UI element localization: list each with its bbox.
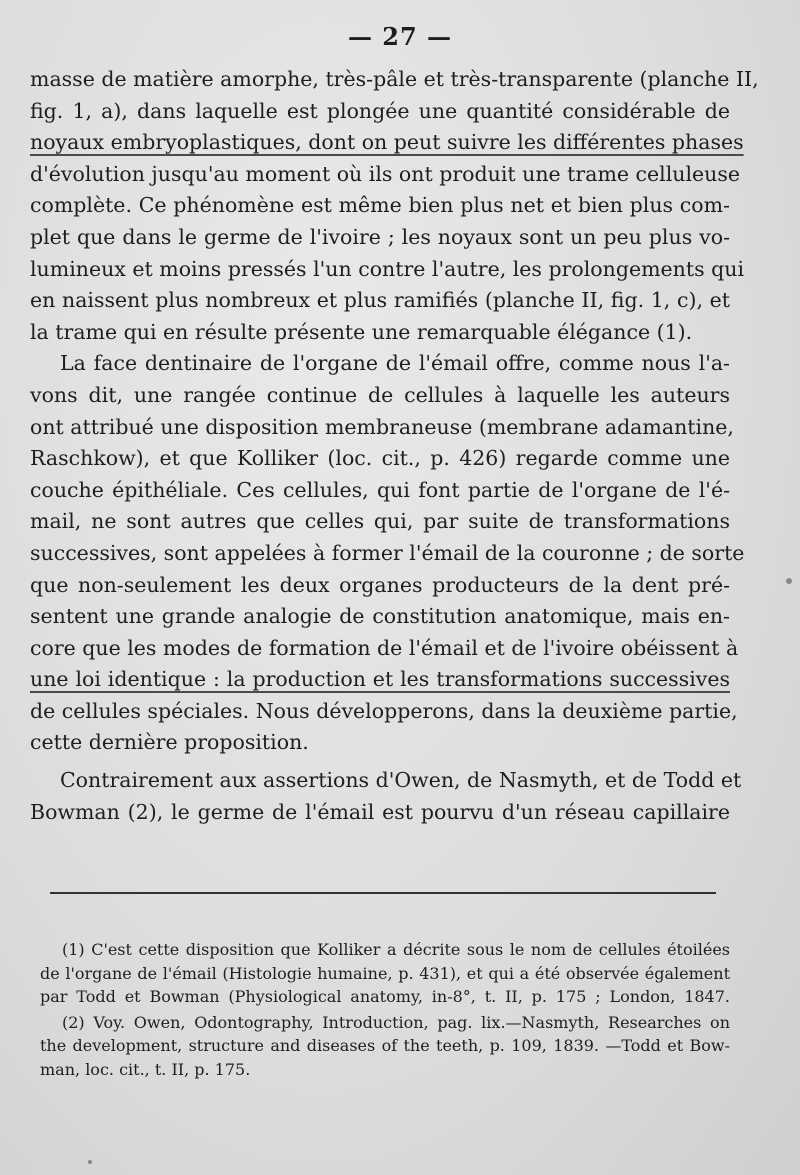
footnote-line: man, loc. cit., t. II, p. 175. [40,1059,251,1079]
text-line-underlined: noyaux embryoplastiques, dont on peut suivre les différentes phases [30,130,744,155]
text-line: Raschkow), et que Kolliker (loc. cit., p. 426) regarde comme une [30,446,730,471]
text-line: sentent une grande analogie de constitution anatomique, mais en- [30,604,730,629]
paragraph-3 [30,765,742,828]
text-line: couche épithéliale. Ces cellules, qui font partie de l'organe de l'é- [30,477,730,502]
text-line: mail, ne sont autres que celles qui, par suite de transformations [30,509,730,534]
text-line: La face dentinaire de l'organe de l'émail offre, comme nous l'a- [60,351,730,376]
text-line: Bowman (2), le germe de l'émail est pourvu d'un réseau capillaire [30,799,730,824]
page-number: — 27 — [347,22,453,51]
footnote-line: (2) Voy. Owen, Odontography, Introduction, pag. lix.—Nasmyth, Researches on [62,1012,730,1032]
ink-spot [786,578,792,584]
footnote-2 [40,1011,730,1082]
footnotes [40,938,730,1081]
footnote-line: de l'organe de l'émail (Histologie humaine, p. 431), et qui a été observée également [40,963,730,983]
footnote-line: par Todd et Bowman (Physiological anatomy, in-8°, t. II, p. 175 ; London, 1847. [40,987,730,1006]
text-line: de cellules spéciales. Nous développerons, dans la deuxième partie, [30,698,738,723]
ink-spot [88,1160,92,1164]
text-line: fig. 1, a), dans laquelle est plongée une quantité considérable de [30,98,730,123]
text-line-underlined: une loi identique : la production et les transformations successives [30,667,730,692]
text-line: masse de matière amorphe, très-pâle et très-transparente (planche II, [30,67,759,91]
text-line: vons dit, une rangée continue de cellules à laquelle les auteurs [30,382,730,407]
paragraph-1 [30,64,759,348]
text-line: la trame qui en résulte présente une remarquable élégance (1). [30,319,693,344]
text-line: core que les modes de formation de l'émail et de l'ivoire obéissent à [30,635,739,660]
text-line: d'évolution jusqu'au moment où ils ont produit une trame celluleuse [30,161,741,186]
paragraph-2 [30,348,745,759]
text-line: ont attribué une disposition membraneuse (membrane adamantine, [30,414,734,439]
text-line: complète. Ce phénomène est même bien plus net et bien plus com- [30,193,730,218]
text-line: cette dernière proposition. [30,730,309,755]
text-line: en naissent plus nombreux et plus ramifiés (planche II, fig. 1, c), et [30,288,730,313]
text-line: plet que dans le germe de l'ivoire ; les noyaux sont un peu plus vo- [30,224,730,249]
text-line: que non-seulement les deux organes producteurs de la dent pré- [30,572,730,597]
footnote-line: the development, structure and diseases of the teeth, p. 109, 1839. —Todd et Bow- [40,1036,730,1055]
text-line: lumineux et moins pressés l'un contre l'autre, les prolongements qui [30,256,745,281]
footnote-rule [50,892,716,894]
text-line: successives, sont appelées à former l'émail de la couronne ; de sorte [30,540,745,565]
text-line: Contrairement aux assertions d'Owen, de Nasmyth, et de Todd et [60,768,742,793]
footnote-1 [40,938,730,1009]
main-text [30,64,759,828]
footnote-line: (1) C'est cette disposition que Kolliker a décrite sous le nom de cellules étoilées [62,940,730,959]
